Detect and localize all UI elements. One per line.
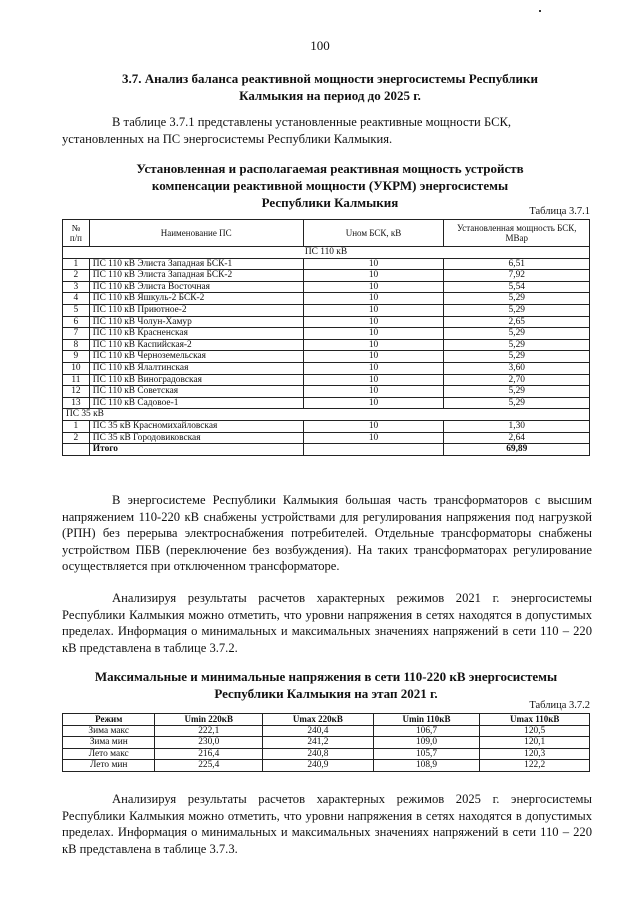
table1-section-row (63, 247, 590, 259)
mode-cell: Зима макс (63, 725, 155, 737)
table2-title (62, 668, 590, 702)
table-row (63, 760, 590, 772)
power-value: 7,92 (444, 270, 590, 282)
row-number: 9 (63, 351, 90, 363)
intro-paragraph (62, 114, 592, 147)
unom-value: 10 (303, 339, 444, 351)
paragraph-4-text: Анализируя результаты расчетов характерных режимов 2025 г. энергосистемы Республики Калмыкия можно отметить, что уровни напряжения в сетях находятся в допустимых пределах. Информация о минимальных и максимальных значениях напряжений в сети 110 – 220 кВ представлена в таблице 3.7.3. (62, 792, 592, 856)
umax220-cell: 240,4 (263, 725, 374, 737)
table2-header-row (63, 714, 590, 726)
power-value: 5,29 (444, 339, 590, 351)
table1-title-line2: компенсации реактивной мощности (УКРМ) энергосистемы (151, 178, 509, 193)
table1-body (63, 247, 590, 456)
umin220-cell: 230,0 (155, 737, 263, 749)
umin220-cell: 225,4 (155, 760, 263, 772)
section-heading-line1: 3.7. Анализ баланса реактивной мощности энергосистемы Республики (121, 71, 539, 86)
paragraph-3-text: Анализируя результаты расчетов характерных режимов 2021 г. энергосистемы Республики Калмыкия можно отметить, что уровни напряжения в сетях находятся в допустимых пределах. Информация о минимальных и максимальных значениях напряжений в сети 110 – 220 кВ представлена в таблице 3.7.2. (62, 591, 592, 655)
intro-text1: В таблице 3.7.1 представлены установленные реактивные мощности БСК, (112, 115, 512, 129)
umax110-cell: 120,3 (480, 748, 590, 760)
umin220-cell: 216,4 (155, 748, 263, 760)
power-value: 5,29 (444, 328, 590, 340)
unom-value: 10 (303, 397, 444, 409)
table-row (63, 748, 590, 760)
total-empty-cell (303, 444, 444, 456)
mode-cell: Лето мин (63, 760, 155, 772)
total-label: Итого (89, 444, 303, 456)
paragraph-2 (62, 492, 592, 575)
unom-value: 10 (303, 293, 444, 305)
substation-name: ПС 110 кВ Элиста Западная БСК-2 (89, 270, 303, 282)
intro-line1 (62, 114, 592, 131)
power-value: 5,29 (444, 386, 590, 398)
row-number: 10 (63, 362, 90, 374)
row-number: 12 (63, 386, 90, 398)
table-row (63, 386, 590, 398)
table-row (63, 397, 590, 409)
umin110-cell: 109,0 (373, 737, 480, 749)
unom-value: 10 (303, 304, 444, 316)
substation-name: ПС 110 кВ Элиста Западная БСК-1 (89, 258, 303, 270)
row-number: 13 (63, 397, 90, 409)
header-unom: Uном БСК, кВ (303, 220, 444, 247)
table-row (63, 420, 590, 432)
table-row (63, 725, 590, 737)
unom-value: 10 (303, 281, 444, 293)
umin110-cell: 106,7 (373, 725, 480, 737)
table2-title-line1: Максимальные и минимальные напряжения в сети 110-220 кВ энергосистемы (94, 669, 558, 684)
paragraph-2-text: В энергосистеме Республики Калмыкия большая часть трансформаторов с высшим напряжением 110-220 кВ снабжены устройствами для регулирования напряжения под нагрузкой (РПН) без перерыва электроснабжения потребителей. Отдельные трансформаторы снабжены устройством ПБВ (переключение без возбуждения). На таких трансформаторах регулирование осуществляется при отключенном трансформаторе. (62, 493, 592, 573)
substation-name: ПС 110 кВ Садовое-1 (89, 397, 303, 409)
umax110-cell: 120,5 (480, 725, 590, 737)
table2-title-line2: Республики Калмыкия на этап 2021 г. (214, 686, 438, 701)
umin110-cell: 105,7 (373, 748, 480, 760)
table1-section-row (63, 409, 590, 421)
header-umax110: Umax 110кВ (480, 714, 590, 726)
table1-title-line1: Установленная и располагаемая реактивная мощность устройств (136, 161, 524, 176)
umax220-cell: 240,8 (263, 748, 374, 760)
table-row (63, 281, 590, 293)
table2-caption: Таблица 3.7.2 (529, 700, 590, 711)
header-umin110: Umin 110кВ (373, 714, 480, 726)
unom-value: 10 (303, 374, 444, 386)
paragraph-3 (62, 590, 592, 656)
section-heading (80, 70, 580, 104)
umin110-cell: 108,9 (373, 760, 480, 772)
mode-cell: Лето макс (63, 748, 155, 760)
substation-name: ПС 35 кВ Городовиковская (89, 432, 303, 444)
substation-name: ПС 110 кВ Яшкуль-2 БСК-2 (89, 293, 303, 305)
substation-name: ПС 35 кВ Красномихайловская (89, 420, 303, 432)
table-row (63, 432, 590, 444)
total-empty-cell (63, 444, 90, 456)
table-row (63, 339, 590, 351)
power-value: 2,64 (444, 432, 590, 444)
header-num (63, 220, 90, 247)
unom-value: 10 (303, 316, 444, 328)
substation-name: ПС 110 кВ Элиста Восточная (89, 281, 303, 293)
table2-body (63, 725, 590, 771)
umax220-cell: 240,9 (263, 760, 374, 772)
umax110-cell: 122,2 (480, 760, 590, 772)
table-row (63, 374, 590, 386)
unom-value: 10 (303, 362, 444, 374)
table-row (63, 258, 590, 270)
mode-cell: Зима мин (63, 737, 155, 749)
table-row (63, 737, 590, 749)
table-row (63, 316, 590, 328)
section-heading-line2: Калмыкия на период до 2025 г. (239, 88, 421, 103)
section-label: ПС 35 кВ (63, 409, 590, 421)
row-number: 2 (63, 432, 90, 444)
table1-title (100, 160, 560, 211)
table-row (63, 304, 590, 316)
row-number: 8 (63, 339, 90, 351)
umin220-cell: 222,1 (155, 725, 263, 737)
substation-name: ПС 110 кВ Приютное-2 (89, 304, 303, 316)
row-number: 6 (63, 316, 90, 328)
power-value: 1,30 (444, 420, 590, 432)
table1 (62, 219, 590, 456)
table-row (63, 270, 590, 282)
unom-value: 10 (303, 420, 444, 432)
scan-dot (539, 10, 541, 12)
substation-name: ПС 110 кВ Ялалтинская (89, 362, 303, 374)
row-number: 1 (63, 258, 90, 270)
power-value: 3,60 (444, 362, 590, 374)
table-row (63, 328, 590, 340)
power-value: 5,29 (444, 293, 590, 305)
unom-value: 10 (303, 351, 444, 363)
unom-value: 10 (303, 386, 444, 398)
power-value: 2,65 (444, 316, 590, 328)
table-row (63, 351, 590, 363)
header-power: Установленная мощность БСК, МВар (444, 220, 590, 247)
umax220-cell: 241,2 (263, 737, 374, 749)
power-value: 2,70 (444, 374, 590, 386)
substation-name: ПС 110 кВ Красненская (89, 328, 303, 340)
table1-total-row (63, 444, 590, 456)
header-name: Наименование ПС (89, 220, 303, 247)
table2 (62, 713, 590, 772)
table-row (63, 293, 590, 305)
row-number: 4 (63, 293, 90, 305)
unom-value: 10 (303, 270, 444, 282)
header-umax220: Umax 220кВ (263, 714, 374, 726)
unom-value: 10 (303, 328, 444, 340)
header-num-line1: № (71, 223, 81, 233)
substation-name: ПС 110 кВ Черноземельская (89, 351, 303, 363)
power-value: 5,29 (444, 304, 590, 316)
row-number: 3 (63, 281, 90, 293)
substation-name: ПС 110 кВ Каспийская-2 (89, 339, 303, 351)
power-value: 5,29 (444, 351, 590, 363)
section-label: ПС 110 кВ (63, 247, 590, 259)
row-number: 7 (63, 328, 90, 340)
table1-title-line3: Республики Калмыкия (261, 195, 399, 210)
row-number: 2 (63, 270, 90, 282)
power-value: 5,54 (444, 281, 590, 293)
substation-name: ПС 110 кВ Виноградовская (89, 374, 303, 386)
header-num-line2: п/п (69, 233, 82, 243)
power-value: 5,29 (444, 397, 590, 409)
substation-name: ПС 110 кВ Советская (89, 386, 303, 398)
unom-value: 10 (303, 432, 444, 444)
row-number: 5 (63, 304, 90, 316)
total-value: 69,89 (444, 444, 590, 456)
page-number: 100 (310, 38, 330, 53)
power-value: 6,51 (444, 258, 590, 270)
row-number: 11 (63, 374, 90, 386)
paragraph-4 (62, 791, 592, 857)
umax110-cell: 120,1 (480, 737, 590, 749)
table1-caption: Таблица 3.7.1 (529, 206, 590, 217)
substation-name: ПС 110 кВ Чолун-Хамур (89, 316, 303, 328)
table-row (63, 362, 590, 374)
intro-line2: установленных на ПС энергосистемы Республики Калмыкия. (62, 131, 393, 146)
header-umin220: Umin 220кВ (155, 714, 263, 726)
unom-value: 10 (303, 258, 444, 270)
header-mode: Режим (63, 714, 155, 726)
table1-header-row (63, 220, 590, 247)
row-number: 1 (63, 420, 90, 432)
